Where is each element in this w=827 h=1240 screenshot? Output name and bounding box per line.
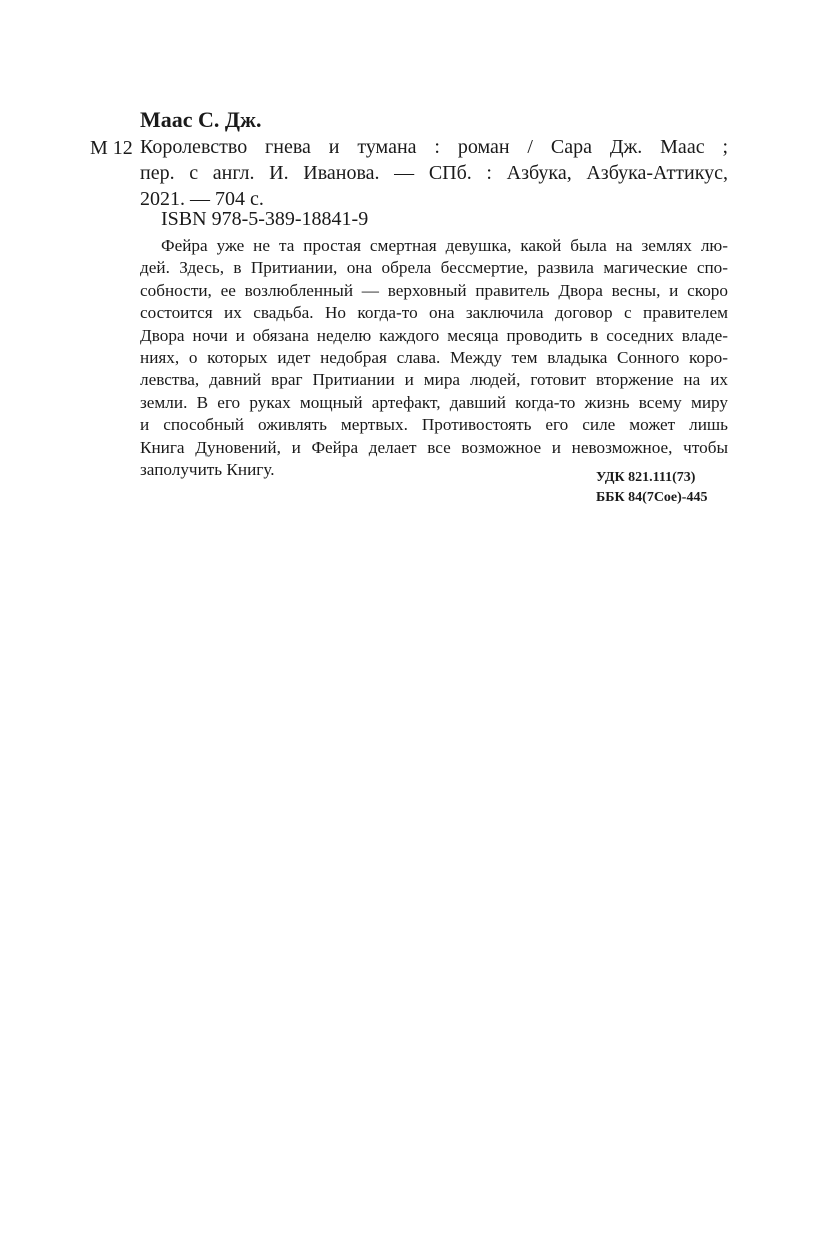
bbk-code: ББК 84(7Сое)-445	[596, 490, 708, 505]
bibliographic-line: 2021. — 704 с.	[140, 188, 264, 210]
author-heading: Маас С. Дж.	[140, 107, 262, 132]
isbn: ISBN 978-5-389-18841-9	[161, 208, 369, 230]
annotation-line: и способный оживлять мертвых. Противостоять его силе может лишь	[140, 415, 728, 435]
annotation-line: дей. Здесь, в Притиании, она обрела бессмертие, развила магические спо-	[140, 258, 728, 278]
annotation-line: ниях, о которых идет недобрая слава. Между тем владыка Сонного коро-	[140, 348, 728, 368]
annotation-line: собности, ее возлюбленный — верховный правитель Двора весны, и скоро	[140, 280, 728, 300]
annotation	[140, 235, 728, 481]
bibliographic-description	[140, 134, 728, 212]
annotation-line: Двора ночи и обязана неделю каждого месяца проводить в соседних владе-	[140, 325, 728, 345]
annotation-line: Фейра уже не та простая смертная девушка, какой была на землях лю-	[161, 236, 728, 255]
annotation-line: земли. В его руках мощный артефакт, давший когда-то жизнь всему миру	[140, 392, 728, 412]
udc-code: УДК 821.111(73)	[596, 470, 696, 485]
bibliographic-line: пер. с англ. И. Иванова. — СПб. : Азбука, Азбука-Аттикус,	[140, 162, 728, 184]
author-sign: М 12	[90, 137, 133, 159]
classification-codes	[596, 468, 707, 508]
bibliographic-line: Королевство гнева и тумана : роман / Сара Дж. Маас ;	[140, 136, 728, 158]
annotation-line: состоится их свадьба. Но когда-то она заключила договор с правителем	[140, 303, 728, 323]
annotation-line: Книга Дуновений, и Фейра делает все возможное и невозможное, чтобы	[140, 437, 728, 457]
annotation-line: левства, давний враг Притиании и мира людей, готовит вторжение на их	[140, 370, 728, 390]
annotation-line: заполучить Книгу.	[140, 460, 275, 480]
